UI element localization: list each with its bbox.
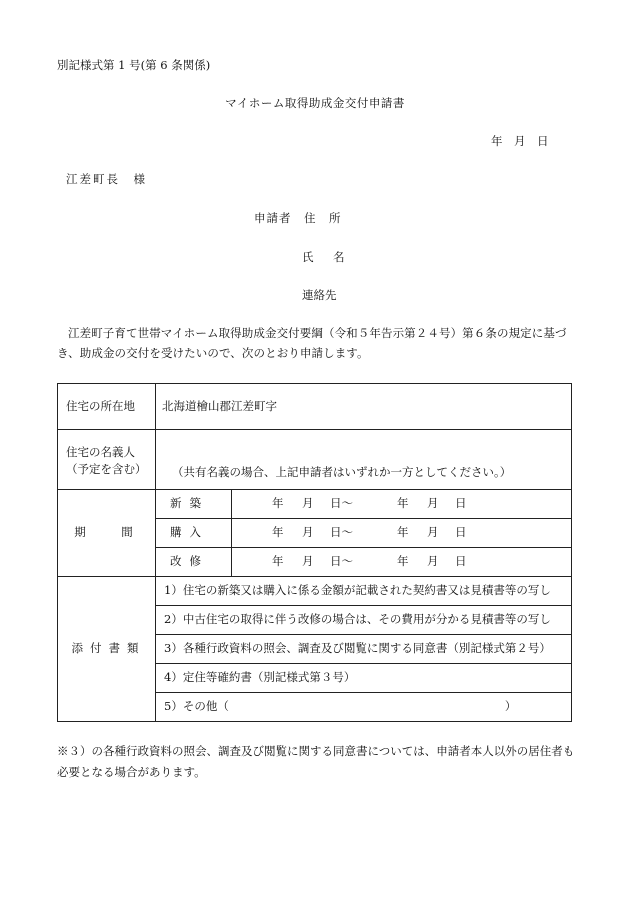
applicant-name-label: 氏 名 <box>302 250 349 264</box>
end-year: 年 <box>397 554 409 569</box>
location-label: 住宅の所在地 <box>58 384 156 430</box>
end-year: 年 <box>397 525 409 540</box>
row-attachment-1 <box>58 577 572 606</box>
location-value[interactable]: 北海道檜山郡江差町字 <box>156 384 572 430</box>
start-day: 日～ <box>330 525 353 540</box>
applicant-address-label: 申請者 住 所 <box>254 211 342 225</box>
period-dates-new[interactable] <box>232 490 572 519</box>
footnote: ※３）の各種行政資料の照会、調査及び閲覧に関する同意書については、申請者本人以外の居住者も必要となる場合があります。 <box>57 744 575 779</box>
row-owner <box>58 430 572 490</box>
end-day: 日 <box>455 496 467 511</box>
end-day: 日 <box>455 554 467 569</box>
document-title: マイホーム取得助成金交付申請書 <box>225 96 405 110</box>
form-number: 別記様式第 1 号(第 6 条関係) <box>57 58 211 72</box>
period-type-purchase: 購入 <box>156 519 232 548</box>
owner-label-line2: （予定を含む） <box>66 462 147 476</box>
start-month: 月 <box>302 554 314 569</box>
end-month: 月 <box>427 525 439 540</box>
intro-paragraph: 江差町子育て世帯マイホーム取得助成金交付要綱（令和５年告示第２４号）第６条の規定に基づき、助成金の交付を受けたいので、次のとおり申請します。 <box>57 326 567 360</box>
application-table <box>57 383 572 722</box>
start-day: 日～ <box>330 496 353 511</box>
end-month: 月 <box>427 554 439 569</box>
applicant-contact-label: 連絡先 <box>302 288 337 302</box>
start-month: 月 <box>302 496 314 511</box>
start-year: 年 <box>272 525 284 540</box>
end-day: 日 <box>455 525 467 540</box>
attachment-item-4: 4）定住等確約書（別記様式第３号） <box>156 664 572 693</box>
period-label: 期 間 <box>58 490 156 577</box>
date-line: 年 月 日 <box>491 134 549 148</box>
owner-value[interactable] <box>156 430 572 490</box>
owner-label <box>58 430 156 490</box>
period-type-new: 新築 <box>156 490 232 519</box>
end-month: 月 <box>427 496 439 511</box>
row-location <box>58 384 572 430</box>
period-dates-purchase[interactable] <box>232 519 572 548</box>
owner-note: （共有名義の場合、上記申請者はいずれか一方としてください。） <box>172 465 512 479</box>
start-day: 日～ <box>330 554 353 569</box>
attachments-label: 添付書類 <box>58 577 156 722</box>
end-year: 年 <box>397 496 409 511</box>
addressee: 江差町長 様 <box>66 172 147 186</box>
row-period-new <box>58 490 572 519</box>
owner-label-line1: 住宅の名義人 <box>66 445 135 459</box>
start-year: 年 <box>272 554 284 569</box>
period-dates-renovation[interactable] <box>232 548 572 577</box>
attachment-item-3: 3）各種行政資料の照会、調査及び閲覧に関する同意書（別記様式第２号） <box>156 635 572 664</box>
start-month: 月 <box>302 525 314 540</box>
start-year: 年 <box>272 496 284 511</box>
attachment-item-5[interactable]: 5）その他（ ） <box>156 693 572 722</box>
attachment-item-1: 1）住宅の新築又は購入に係る金額が記載された契約書又は見積書等の写し <box>156 577 572 606</box>
attachment-item-2: 2）中古住宅の取得に伴う改修の場合は、その費用が分かる見積書等の写し <box>156 606 572 635</box>
period-type-renovation: 改修 <box>156 548 232 577</box>
